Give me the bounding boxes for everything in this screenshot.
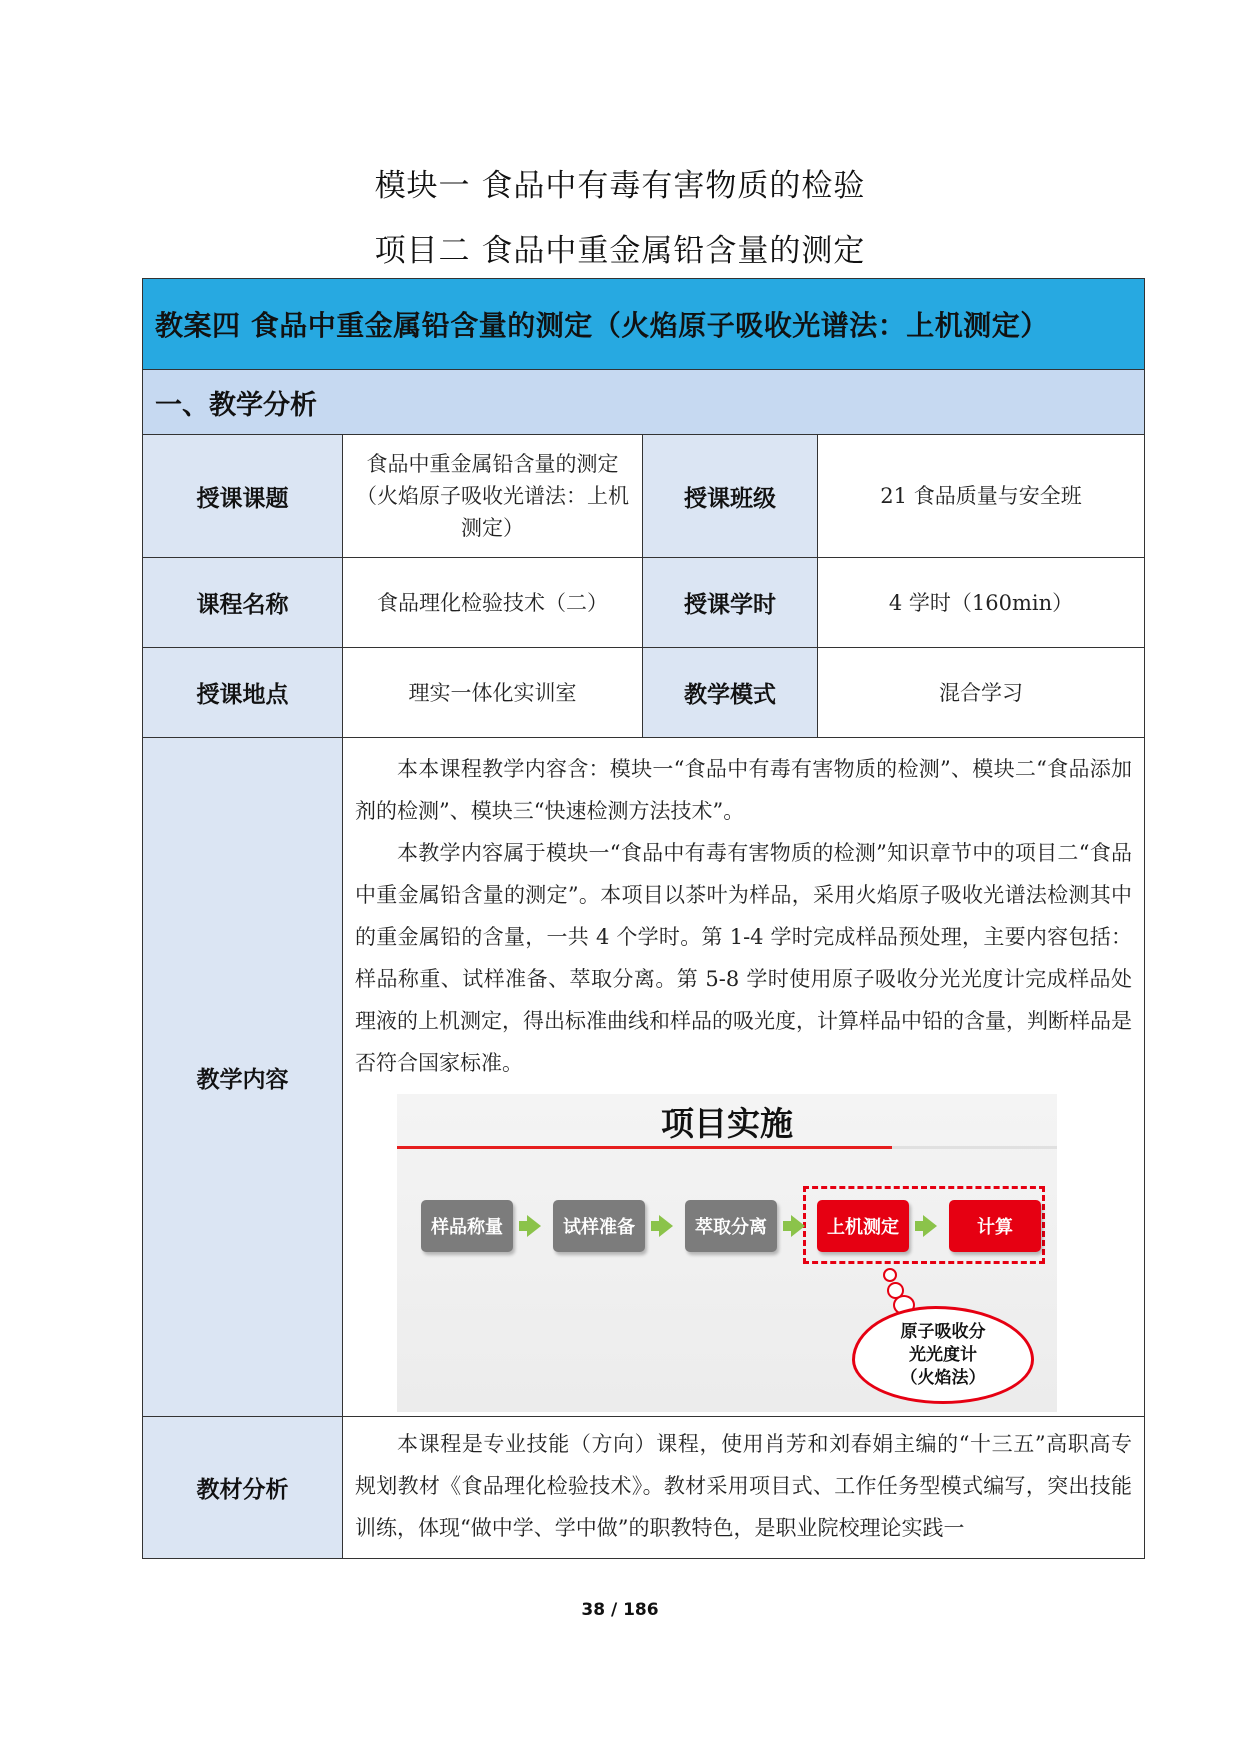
- project-flow-figure: [397, 1094, 1057, 1412]
- lesson-table: [142, 278, 1145, 1559]
- module-title: 模块一 食品中有毒有害物质的检验: [374, 168, 866, 204]
- page-number: 38 / 186: [581, 1600, 659, 1620]
- project-title: 项目二 食品中重金属铅含量的测定: [374, 233, 866, 269]
- step-calculate: 计算: [949, 1200, 1041, 1252]
- arrow-icon: [791, 1215, 805, 1237]
- place-value: 理实一体化实训室: [343, 648, 643, 738]
- content-paragraph-2: 本教学内容属于模块一“食品中有毒有害物质的检测”知识章节中的项目二“食品中重金属铅含量的测定”。本项目以茶叶为样品，采用火焰原子吸收光谱法检测其中的重金属铅的含量，一共 4 个学时。第 1-4 学时完成样品预处理，主要内容包括：样品称重、试样准备、萃取分离。第 5-8 学时使用原子吸收分光光度计完成样品处理液的上机测定，得出标准曲线和样品的吸光度，计算样品中铅的含量，判断样品是否符合国家标准。: [355, 841, 1133, 1075]
- topic-label: 授课课题: [143, 435, 343, 558]
- step-prepare: 试样准备: [553, 1200, 645, 1252]
- cloud-line-2: 光光度计: [909, 1344, 977, 1365]
- course-label: 课程名称: [143, 558, 343, 648]
- step-weigh: 样品称量: [421, 1200, 513, 1252]
- class-value: 21 食品质量与安全班: [818, 435, 1145, 558]
- topic-value: 食品中重金属铅含量的测定（火焰原子吸收光谱法：上机测定）: [343, 435, 643, 558]
- step-extract: 萃取分离: [685, 1200, 777, 1252]
- hours-label: 授课学时: [643, 558, 818, 648]
- arrow-icon: [527, 1215, 541, 1237]
- lesson-banner: 教案四 食品中重金属铅含量的测定（火焰原子吸收光谱法：上机测定）: [143, 279, 1145, 370]
- textbook-cell: [343, 1417, 1145, 1559]
- content-cell: [343, 738, 1145, 1417]
- class-label: 授课班级: [643, 435, 818, 558]
- figure-title: 项目实施: [661, 1104, 793, 1143]
- hours-value: 4 学时（160min）: [818, 558, 1145, 648]
- arrow-icon: [659, 1215, 673, 1237]
- step-measure: 上机测定: [817, 1200, 909, 1252]
- instrument-cloud: [852, 1306, 1034, 1404]
- thought-dot-icon: [883, 1268, 897, 1282]
- course-value: 食品理化检验技术（二）: [343, 558, 643, 648]
- content-paragraph-1: 本本课程教学内容含：模块一“食品中有毒有害物质的检测”、模块二“食品添加剂的检测”、模块三“快速检测方法技术”。: [355, 757, 1133, 823]
- progress-line: [397, 1146, 1057, 1149]
- cloud-line-1: 原子吸收分: [900, 1321, 986, 1342]
- arrow-icon: [923, 1215, 937, 1237]
- section-title: 一、教学分析: [143, 370, 1145, 435]
- place-label: 授课地点: [143, 648, 343, 738]
- textbook-label: 教材分析: [143, 1417, 343, 1559]
- textbook-paragraph: 本课程是专业技能（方向）课程，使用肖芳和刘春娟主编的“十三五”高职高专规划教材《食品理化检验技术》。教材采用项目式、工作任务型模式编写，突出技能训练，体现“做中学、学中做”的职教特色，是职业院校理论实践一: [355, 1432, 1133, 1540]
- mode-value: 混合学习: [818, 648, 1145, 738]
- content-label: 教学内容: [143, 738, 343, 1417]
- mode-label: 教学模式: [643, 648, 818, 738]
- cloud-line-3: （火焰法）: [900, 1367, 986, 1388]
